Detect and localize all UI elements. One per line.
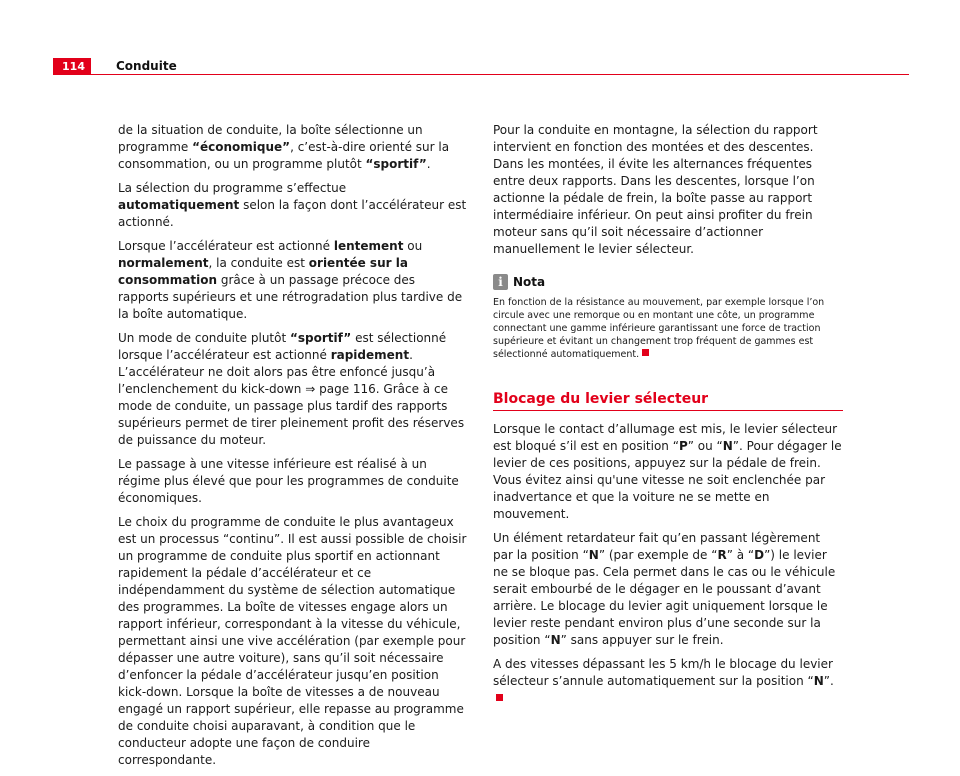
text: ”. Pour dégager le levier de ces positions, appuyez sur la pédale de frein. Vous évitez ainsi qu'une vitesse ne soit enclenchée par inadvertance et que la voiture ne se mette en mouvement. bbox=[493, 439, 842, 521]
paragraph: Le choix du programme de conduite le plus avantageux est un processus “continu”. Il est aussi possible de choisir un programme de conduite plus sportif en actionnant rapidement la pédale d’accélérateur et ce indépendamment du système de sélection automatique des programmes. La boîte de vitesses engage alors un rapport inférieur, correspondant à la vitesse du véhicule, permettant ainsi une vive accélération (par exemple pour dépasser une autre voiture), sans qu’il soit nécessaire d’enfoncer la pédale d’accélérateur jusqu’en position kick-down. Lorsque la boîte de vitesses a de nouveau engagé un rapport supérieur, elle repasse au programme de conduite choisi auparavant, à condition que le conducteur adopte une façon de conduire correspondante. bbox=[118, 515, 467, 767]
text: . bbox=[426, 157, 431, 171]
note-header bbox=[493, 272, 843, 292]
paragraph bbox=[118, 180, 468, 231]
text: Un élément retardateur fait qu’en passant légèrement par la position “ bbox=[493, 531, 821, 562]
page-number: 114 bbox=[53, 58, 91, 75]
right-column bbox=[493, 122, 843, 714]
emphasis: P bbox=[678, 439, 688, 453]
text: ” sans appuyer sur le frein. bbox=[560, 633, 724, 647]
page-header bbox=[53, 58, 909, 75]
header-divider bbox=[91, 74, 909, 75]
text: ou bbox=[403, 239, 423, 253]
section-heading: Blocage du levier sélecteur bbox=[493, 391, 843, 411]
text: , c’est-à-dire orienté sur la consommation, ou un programme plutôt bbox=[118, 140, 450, 171]
text: , la conduite est bbox=[208, 256, 309, 270]
info-icon bbox=[493, 274, 508, 290]
text: La sélection du programme s’effectue bbox=[118, 181, 347, 195]
emphasis: N bbox=[813, 674, 824, 688]
text: ”. bbox=[823, 674, 834, 688]
paragraph: Le passage à une vitesse inférieure est réalisé à un régime plus élevé que pour les programmes de conduite économiques. bbox=[118, 457, 459, 505]
text: de la situation de conduite, la boîte sélectionne un programme bbox=[118, 123, 423, 154]
note-box bbox=[493, 272, 843, 361]
text: ” (par exemple de “ bbox=[598, 548, 718, 562]
emphasis: “sportif” bbox=[290, 331, 352, 345]
note-text bbox=[493, 296, 843, 361]
text: grâce à un passage précoce des rapports supérieurs et une rétrogradation plus tardive de la boîte automatique. bbox=[118, 273, 463, 321]
paragraph: Pour la conduite en montagne, la sélection du rapport intervient en fonction des montées et des descentes. Dans les montées, il évite les alternances fréquentes entre deux rapports. Dans les descentes, lorsque l’on actionne la pédale de frein, la boîte passe au rapport intermédiaire inférieur. On peut ainsi profiter du frein moteur sans qu’il soit nécessaire d’actionner manuellement le levier sélecteur. bbox=[493, 123, 818, 256]
emphasis: orientée sur la consommation bbox=[118, 256, 408, 287]
paragraph bbox=[493, 530, 843, 649]
text: Lorsque le contact d’allumage est mis, le levier sélecteur est bloqué s’il est en position “ bbox=[493, 422, 838, 453]
emphasis: D bbox=[754, 548, 765, 562]
end-marker-icon bbox=[496, 694, 503, 701]
emphasis: N bbox=[550, 633, 561, 647]
emphasis: normalement bbox=[118, 256, 209, 270]
text: En fonction de la résistance au mouvement, par exemple lorsque l’on circule avec une remorque ou en montant une côte, un programme connectant une gamme inférieure garantissant une force de traction supérieure et évitant un changement trop fréquent de gammes est sélectionné automatiquement. bbox=[493, 297, 825, 360]
text: Lorsque l’accélérateur est actionné bbox=[118, 239, 334, 253]
emphasis: N bbox=[588, 548, 599, 562]
emphasis: rapidement bbox=[330, 348, 410, 362]
text: ” ou “ bbox=[687, 439, 723, 453]
paragraph bbox=[118, 330, 468, 449]
text: A des vitesses dépassant les 5 km/h le blocage du levier sélecteur s’annule automatiquement sur la position “ bbox=[493, 657, 833, 688]
chapter-title: Conduite bbox=[116, 59, 177, 73]
emphasis: “économique” bbox=[192, 140, 291, 154]
note-title: Nota bbox=[513, 274, 546, 289]
paragraph bbox=[493, 421, 843, 523]
text: . L’accélérateur ne doit alors pas être enfoncé jusqu’à l’enclenchement du kick-down ⇒ page 116. Grâce à ce mode de conduite, un passage plus tardif des rapports supérieurs permet de tirer pleinement profit des réserves de puissance du moteur. bbox=[118, 348, 465, 447]
left-column bbox=[118, 122, 468, 776]
text: selon la façon dont l’accélérateur est actionné. bbox=[118, 198, 467, 229]
text: ”) le levier ne se bloque pas. Cela permet dans le cas ou le véhicule serait embourbé de le dégager en le poussant d’avant arrière. Le blocage du levier agit uniquement lorsque le levier reste pendant environ plus d’une seconde sur la position “ bbox=[493, 548, 836, 647]
paragraph bbox=[493, 656, 843, 707]
paragraph bbox=[118, 238, 468, 323]
text: ” à “ bbox=[726, 548, 755, 562]
emphasis: R bbox=[717, 548, 727, 562]
text: Un mode de conduite plutôt bbox=[118, 331, 290, 345]
emphasis: lentement bbox=[333, 239, 404, 253]
paragraph bbox=[118, 122, 468, 173]
emphasis: automatiquement bbox=[118, 198, 240, 212]
end-marker-icon bbox=[642, 349, 649, 356]
text: est sélectionné lorsque l’accélérateur est actionné bbox=[118, 331, 447, 362]
emphasis: N bbox=[722, 439, 733, 453]
emphasis: “sportif” bbox=[365, 157, 427, 171]
